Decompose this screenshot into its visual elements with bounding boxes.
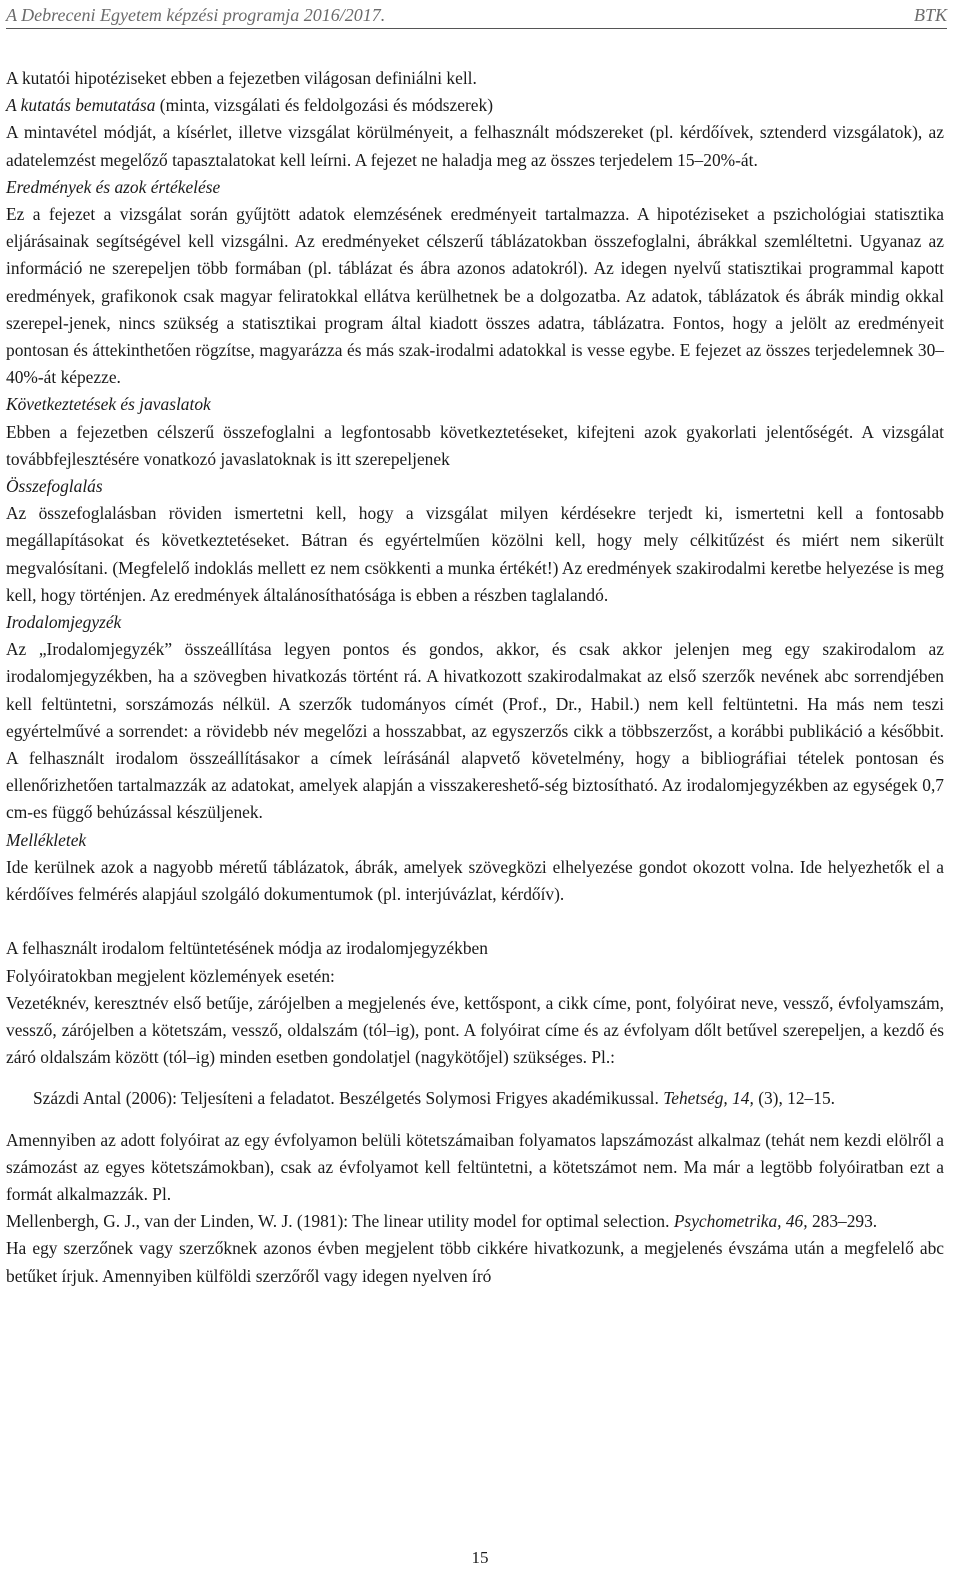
subheading-journals: Folyóiratokban megjelent közlemények esetén: (6, 965, 335, 986)
paragraph-same-year: Ha egy szerzőnek vagy szerzőknek azonos évben megjelent több cikkére hivatkozunk, a megjelenés évszáma után a megfelelő abc betűket írjuk. Amennyiben külföldi szerzőről vagy idegen nyelven író (6, 1238, 944, 1286)
paragraph-results: Ez a fejezet a vizsgálat során gyűjtött adatok elemzésének eredményeit tartalmazza. A hipotéziseket a pszichológiai statisztika eljárásainak segítségével kell vizsgálni. Az eredményeket célszerű táblázatokban összefoglalni, ábrákkal szemléltetni. Ugyanaz az információ ne szerepeljen több formában (pl. táblázat és ábra azonos adatokról). Az idegen nyelvű statisztikai programmal kapott eredmények, grafikonok csak magyar feliratokkal ellátva kerülhetnek be a dolgozatba. Az adatok, táblázatok és ábrák mindig okkal szerepel-jenek, nincs szükség a statisztikai program által kiadott összes adatra, táblázatra. Fontos, hogy a jelölt az eredményeit pontosan és áttekinthetően rögzítse, magyarázza és más szak-irodalmi adatokkal is vesse egybe. E fejezet az összes terjedelemnek 30–40%-át képezze. (6, 204, 944, 388)
paragraph-hypotheses: A kutatói hipotéziseket ebben a fejezetben világosan definiálni kell. (6, 68, 477, 88)
paragraph-continuous-pagination: Amennyiben az adott folyóirat az egy évfolyamon belüli kötetszámaiban folyamatos lapszámozást alkalmaz (tehát nem kezdi elölről a számozást az egyes kötetszámokban), csak az évfolyamot kell feltüntetni, a kötetszámot nem. Ma már a legtöbb folyóiratban ezt a formát alkalmazzák. Pl. (6, 1129, 944, 1204)
section-heading-summary: Összefoglalás (6, 476, 103, 497)
body-text (6, 65, 944, 1290)
section-heading-conclusions: Következtetések és javaslatok (6, 394, 211, 415)
example-1-pages: (3), 12–15. (753, 1088, 835, 1109)
running-header (6, 2, 947, 29)
section-heading-appendices: Mellékletek (6, 829, 87, 850)
paragraph-conclusions: Ebben a fejezetben célszerű összefoglalni a legfontosabb következtetéseket, kifejteni azok gyakorlati jelentőségét. A vizsgálat továbbfejlesztésére vonatkozó javaslatoknak is itt szerepeljenek (6, 421, 944, 469)
header-faculty: BTK (913, 5, 947, 25)
subheading-citation-format: A felhasznált irodalom feltüntetésének módja az irodalomjegyzékben (6, 938, 488, 959)
example-reference-1 (6, 1085, 944, 1112)
paragraph-summary: Az összefoglalásban röviden ismertetni kell, hogy a vizsgálat milyen kérdésekre terjedt ki, ismertetni kell a fontosabb megállapításokat és következtetéseket. Bátran és egyértelműen közölni kell, hogy mely célkitűzést és miért nem sikerült megvalósítani. (Megfelelő indoklás mellett ez nem csökkenti a munka értékét!) Az eredmények szakirodalmi keretbe helyezése is meg kell, hogy történjen. Az eredmények általánosíthatósága is ebben a részben taglalandó. (6, 503, 944, 605)
paragraph-journal-rules: Vezetéknév, keresztnév első betűje, zárójelben a megjelenés éve, kettőspont, a cikk címe, pont, folyóirat neve, vessző, évfolyamszám, vessző, zárójelben a kötetszám, vessző, oldalszám (tól–ig), pont. A folyóirat címe és az évfolyam dőlt betűvel szerepeljen, a kezdő és záró oldalszám között (tól–ig) minden esetben gondolatjel (nagykötőjel) szükséges. Pl.: (6, 992, 944, 1068)
example-2-journal: Psychometrika, 46, (673, 1211, 808, 1232)
heading-parenthetical: (minta, vizsgálati és feldolgozási és módszerek) (155, 95, 493, 116)
section-heading-results: Eredmények és azok értékelése (6, 176, 221, 197)
paragraph-bibliography: Az „Irodalomjegyzék” összeállítása legyen pontos és gondos, akkor, és csak akkor jelenjen meg egy szakirodalom az irodalomjegyzékben, ha a szövegben hivatkozás történt rá. A hivatkozott szakirodalmakat az első szerzők nevének abc sorrendjében kell feltüntetni, sorszámozás nélkül. A szerzők tudományos címét (Prof., Dr., Habil.) nem kell feltüntetni. Ha más nem teszi egyértelművé a sorrendet: a rövidebb név megelőzi a hosszabbat, az egyszerzős cikk a többszerzőst, a korábbi publikáció a későbbit. A felhasznált irodalom összeállításakor a címek leírásánál alapvető követelmény, hogy a bibliográfiai tételek pontosan és ellenőrizhetően tartalmazzák az adatokat, amelyek alapján a visszakereshető-ség biztosítható. Az irodalomjegyzékben az egységek 0,7 cm-es függő behúzással készüljenek. (6, 639, 944, 823)
paragraph-methods: A mintavétel módját, a kísérlet, illetve vizsgálat körülményeit, a felhasznált módszereket (pl. kérdőívek, sztenderd vizsgálatok), az adatelemzést megelőző tapasztalatokat kell leírni. A fejezet ne haladja meg az összes terjedelem 15–20%-át. (6, 122, 944, 170)
example-1-journal: Tehetség, 14, (663, 1088, 754, 1109)
example-2-pages: 283–293. (807, 1211, 878, 1232)
example-2-text: Mellenbergh, G. J., van der Linden, W. J. (1981): The linear utility model for optimal selection. (6, 1211, 674, 1232)
paragraph-appendices: Ide kerülnek azok a nagyobb méretű táblázatok, ábrák, amelyek szövegközi elhelyezése gondot okozott volna. Ide helyezhetők el a kérdőíves felmérés alapjául szolgáló dokumentumok (pl. interjúvázlat, kérdőív). (6, 856, 944, 905)
page-number: 15 (471, 1548, 489, 1567)
section-heading-methods (6, 92, 944, 119)
section-heading-bibliography: Irodalomjegyzék (6, 612, 122, 633)
header-title: A Debreceni Egyetem képzési programja 2016/2017. (6, 5, 386, 25)
example-reference-2 (6, 1208, 944, 1235)
heading-text: A kutatás bemutatása (6, 95, 156, 116)
example-1-text: Százdi Antal (2006): Teljesíteni a feladatot. Beszélgetés Solymosi Frigyes akadémikussal. (33, 1088, 664, 1109)
